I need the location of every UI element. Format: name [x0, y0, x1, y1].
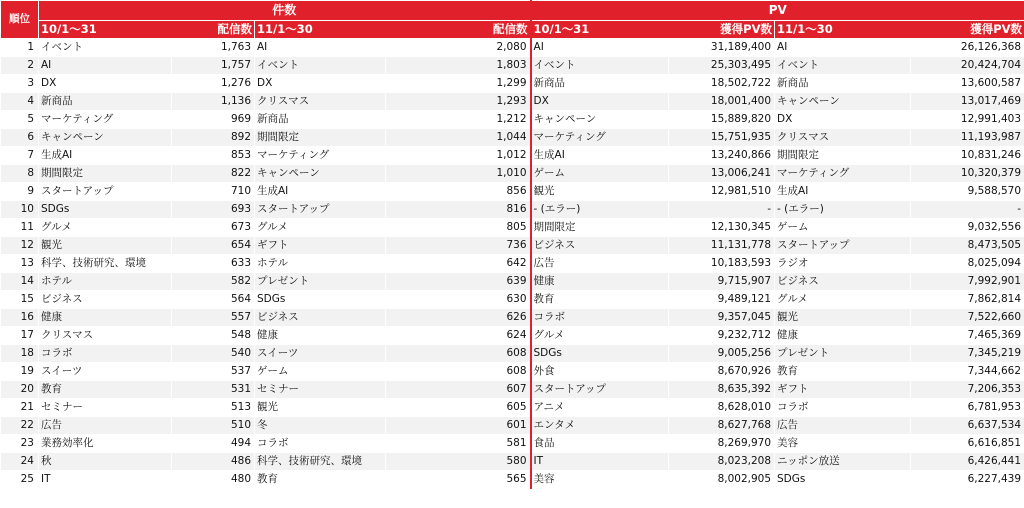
pv-period2-value: 6,426,441 — [911, 453, 1024, 471]
count-period2-value: 816 — [386, 201, 531, 219]
pv-period1-keyword: 新商品 — [531, 75, 669, 93]
count-period2-keyword: キャンペーン — [255, 165, 386, 183]
count-period1-value: 853 — [172, 147, 255, 165]
table-row — [1, 129, 1024, 147]
count-period2-value: 601 — [386, 417, 531, 435]
pv-period2-value: 9,588,570 — [911, 183, 1024, 201]
count-period1-keyword: マーケティング — [39, 111, 172, 129]
pv-period2-keyword: 期間限定 — [775, 147, 911, 165]
count-period1-keyword: 生成AI — [39, 147, 172, 165]
pv-period1-keyword: 観光 — [531, 183, 669, 201]
table-row — [1, 435, 1024, 453]
count-period1-keyword: 観光 — [39, 237, 172, 255]
pv-period1-value: 8,627,768 — [669, 417, 775, 435]
pv-period2-keyword: ギフト — [775, 381, 911, 399]
pv-period1-keyword: エンタメ — [531, 417, 669, 435]
pv-period1-keyword: イベント — [531, 57, 669, 75]
pv-period2-keyword: 美容 — [775, 435, 911, 453]
count-period1-keyword: イベント — [39, 39, 172, 57]
pv-period1-value: 9,232,712 — [669, 327, 775, 345]
pv-period2-keyword: DX — [775, 111, 911, 129]
count-period1-keyword: クリスマス — [39, 327, 172, 345]
pv-period1-value: 25,303,495 — [669, 57, 775, 75]
count-period1-keyword: コラボ — [39, 345, 172, 363]
count-period2-header — [255, 21, 531, 39]
rank-cell: 17 — [1, 327, 39, 345]
count-period1-value: 548 — [172, 327, 255, 345]
rank-cell: 23 — [1, 435, 39, 453]
count-period2-keyword: DX — [255, 75, 386, 93]
table-row — [1, 57, 1024, 75]
count-period2-value: 1,010 — [386, 165, 531, 183]
pv-period2-value: 8,473,505 — [911, 237, 1024, 255]
count-period1-value: 540 — [172, 345, 255, 363]
pv-period2-keyword: 教育 — [775, 363, 911, 381]
count-period2-keyword: 生成AI — [255, 183, 386, 201]
pv-period1-metric: 獲得PV数 — [720, 22, 773, 36]
pv-period1-value: 8,269,970 — [669, 435, 775, 453]
count-period1-value: 537 — [172, 363, 255, 381]
table-row — [1, 183, 1024, 201]
table-row — [1, 327, 1024, 345]
count-period1-keyword: 秋 — [39, 453, 172, 471]
table-row — [1, 75, 1024, 93]
count-period1-keyword: セミナー — [39, 399, 172, 417]
pv-period2-keyword: ビジネス — [775, 273, 911, 291]
pv-period2-keyword: マーケティング — [775, 165, 911, 183]
count-period2-keyword: ギフト — [255, 237, 386, 255]
count-period2-value: 1,212 — [386, 111, 531, 129]
count-period1-keyword: 広告 — [39, 417, 172, 435]
pv-period2-keyword: 観光 — [775, 309, 911, 327]
rank-cell: 8 — [1, 165, 39, 183]
count-period2-value: 1,293 — [386, 93, 531, 111]
count-period1-keyword: IT — [39, 471, 172, 489]
count-period1-value: 969 — [172, 111, 255, 129]
rank-cell: 25 — [1, 471, 39, 489]
count-period2-value: 607 — [386, 381, 531, 399]
pv-period2-value: 6,616,851 — [911, 435, 1024, 453]
table-row — [1, 237, 1024, 255]
count-period1-value: 1,763 — [172, 39, 255, 57]
rank-cell: 4 — [1, 93, 39, 111]
table-row — [1, 93, 1024, 111]
pv-period2-value: 7,206,353 — [911, 381, 1024, 399]
rank-cell: 9 — [1, 183, 39, 201]
table-row — [1, 111, 1024, 129]
count-period2-keyword: ホテル — [255, 255, 386, 273]
count-period2-keyword: コラボ — [255, 435, 386, 453]
table-row — [1, 201, 1024, 219]
count-period1-value: 1,757 — [172, 57, 255, 75]
pv-period1-keyword: ビジネス — [531, 237, 669, 255]
table-row — [1, 39, 1024, 57]
count-period1-keyword: 科学、技術研究、環境 — [39, 255, 172, 273]
count-period2-value: 605 — [386, 399, 531, 417]
pv-period2-keyword: ゲーム — [775, 219, 911, 237]
count-period2-value: 1,044 — [386, 129, 531, 147]
rank-cell: 22 — [1, 417, 39, 435]
pv-period2-keyword: スタートアップ — [775, 237, 911, 255]
count-period2-keyword: クリスマス — [255, 93, 386, 111]
pv-period2-value: 6,781,953 — [911, 399, 1024, 417]
count-period2-value: 642 — [386, 255, 531, 273]
pv-period2-keyword: - (エラー) — [775, 201, 911, 219]
pv-period1-value: 31,189,400 — [669, 39, 775, 57]
count-period1-value: 582 — [172, 273, 255, 291]
pv-period1-keyword: キャンペーン — [531, 111, 669, 129]
count-period1-keyword: AI — [39, 57, 172, 75]
count-period2-metric: 配信数 — [493, 22, 528, 36]
pv-period1-keyword: 期間限定 — [531, 219, 669, 237]
table-row — [1, 147, 1024, 165]
pv-period2-value: 10,320,379 — [911, 165, 1024, 183]
count-period1-keyword: スイーツ — [39, 363, 172, 381]
count-period1-keyword: DX — [39, 75, 172, 93]
pv-period2-label: 11/1～30 — [777, 22, 833, 36]
pv-period2-value: 13,600,587 — [911, 75, 1024, 93]
count-period2-keyword: マーケティング — [255, 147, 386, 165]
pv-period2-value: 11,193,987 — [911, 129, 1024, 147]
pv-period2-value: 7,345,219 — [911, 345, 1024, 363]
count-period1-value: 480 — [172, 471, 255, 489]
count-period2-label: 11/1～30 — [257, 22, 313, 36]
rank-cell: 3 — [1, 75, 39, 93]
rank-cell: 14 — [1, 273, 39, 291]
pv-period1-keyword: 食品 — [531, 435, 669, 453]
pv-period1-value: 13,006,241 — [669, 165, 775, 183]
count-period1-keyword: 期間限定 — [39, 165, 172, 183]
rank-cell: 12 — [1, 237, 39, 255]
count-period2-value: 608 — [386, 363, 531, 381]
rank-cell: 18 — [1, 345, 39, 363]
count-period1-keyword: ビジネス — [39, 291, 172, 309]
table-row — [1, 309, 1024, 327]
pv-period2-value: 7,344,662 — [911, 363, 1024, 381]
table-row — [1, 363, 1024, 381]
pv-period2-value: 20,424,704 — [911, 57, 1024, 75]
pv-period2-keyword: ニッポン放送 — [775, 453, 911, 471]
pv-period1-value: 18,001,400 — [669, 93, 775, 111]
rank-header: 順位 — [1, 1, 39, 39]
pv-period2-value: 12,991,403 — [911, 111, 1024, 129]
pv-period1-keyword: マーケティング — [531, 129, 669, 147]
count-period2-value: 2,080 — [386, 39, 531, 57]
pv-period1-value: 15,889,820 — [669, 111, 775, 129]
pv-period1-value: 11,131,778 — [669, 237, 775, 255]
pv-period2-header — [775, 21, 1024, 39]
pv-period1-keyword: 生成AI — [531, 147, 669, 165]
count-period1-keyword: 健康 — [39, 309, 172, 327]
table-row — [1, 399, 1024, 417]
pv-period2-value: 8,025,094 — [911, 255, 1024, 273]
rank-cell: 21 — [1, 399, 39, 417]
count-period2-value: 608 — [386, 345, 531, 363]
pv-period2-keyword: イベント — [775, 57, 911, 75]
pv-period1-value: 13,240,866 — [669, 147, 775, 165]
count-period1-value: 892 — [172, 129, 255, 147]
pv-period2-keyword: 新商品 — [775, 75, 911, 93]
pv-period1-keyword: SDGs — [531, 345, 669, 363]
pv-period1-keyword: AI — [531, 39, 669, 57]
pv-period2-value: 7,992,901 — [911, 273, 1024, 291]
rank-cell: 13 — [1, 255, 39, 273]
pv-period2-keyword: キャンペーン — [775, 93, 911, 111]
ranking-rows — [1, 39, 1024, 489]
pv-period2-keyword: AI — [775, 39, 911, 57]
count-period2-keyword: グルメ — [255, 219, 386, 237]
count-period1-value: 486 — [172, 453, 255, 471]
count-period2-value: 630 — [386, 291, 531, 309]
count-period1-keyword: スタートアップ — [39, 183, 172, 201]
pv-period1-header — [531, 21, 775, 39]
table-row — [1, 165, 1024, 183]
table-row — [1, 291, 1024, 309]
count-period1-header — [39, 21, 255, 39]
pv-period2-value: 7,465,369 — [911, 327, 1024, 345]
rank-cell: 7 — [1, 147, 39, 165]
count-period1-value: 513 — [172, 399, 255, 417]
pv-period1-value: 9,357,045 — [669, 309, 775, 327]
pv-period2-keyword: 健康 — [775, 327, 911, 345]
table-row — [1, 255, 1024, 273]
table-row — [1, 471, 1024, 489]
count-period2-keyword: ゲーム — [255, 363, 386, 381]
rank-cell: 19 — [1, 363, 39, 381]
pv-period2-keyword: SDGs — [775, 471, 911, 489]
count-period1-value: 633 — [172, 255, 255, 273]
rank-cell: 16 — [1, 309, 39, 327]
count-period2-keyword: SDGs — [255, 291, 386, 309]
pv-period2-value: 10,831,246 — [911, 147, 1024, 165]
pv-period1-keyword: IT — [531, 453, 669, 471]
table-row — [1, 453, 1024, 471]
count-period2-value: 736 — [386, 237, 531, 255]
pv-period1-value: 8,670,926 — [669, 363, 775, 381]
pv-period1-value: 9,715,907 — [669, 273, 775, 291]
count-period1-value: 531 — [172, 381, 255, 399]
pv-period1-keyword: DX — [531, 93, 669, 111]
count-period2-keyword: スイーツ — [255, 345, 386, 363]
count-period2-value: 624 — [386, 327, 531, 345]
pv-period1-value: 12,981,510 — [669, 183, 775, 201]
count-period2-value: 1,803 — [386, 57, 531, 75]
count-period1-keyword: 教育 — [39, 381, 172, 399]
rank-cell: 2 — [1, 57, 39, 75]
pv-period2-keyword: クリスマス — [775, 129, 911, 147]
pv-period1-value: 8,635,392 — [669, 381, 775, 399]
count-period2-keyword: 新商品 — [255, 111, 386, 129]
rank-cell: 24 — [1, 453, 39, 471]
pv-period1-keyword: 外食 — [531, 363, 669, 381]
count-period2-keyword: AI — [255, 39, 386, 57]
count-group-header: 件数 — [39, 1, 531, 21]
table-row — [1, 345, 1024, 363]
pv-group-header: PV — [531, 1, 1024, 21]
pv-period1-value: 10,183,593 — [669, 255, 775, 273]
count-period2-keyword: 健康 — [255, 327, 386, 345]
count-period1-value: 557 — [172, 309, 255, 327]
count-period1-keyword: ホテル — [39, 273, 172, 291]
count-period2-keyword: 科学、技術研究、環境 — [255, 453, 386, 471]
pv-period2-metric: 獲得PV数 — [970, 22, 1023, 36]
pv-period1-keyword: 美容 — [531, 471, 669, 489]
pv-period2-value: 6,227,439 — [911, 471, 1024, 489]
count-period2-keyword: スタートアップ — [255, 201, 386, 219]
count-period2-value: 581 — [386, 435, 531, 453]
pv-period1-keyword: グルメ — [531, 327, 669, 345]
rank-cell: 15 — [1, 291, 39, 309]
count-period1-value: 1,276 — [172, 75, 255, 93]
pv-period1-keyword: - (エラー) — [531, 201, 669, 219]
pv-period2-value: 7,522,660 — [911, 309, 1024, 327]
rank-cell: 20 — [1, 381, 39, 399]
pv-period1-keyword: コラボ — [531, 309, 669, 327]
count-period2-value: 1,012 — [386, 147, 531, 165]
table-row — [1, 219, 1024, 237]
count-period1-value: 564 — [172, 291, 255, 309]
table-row — [1, 381, 1024, 399]
pv-period2-keyword: グルメ — [775, 291, 911, 309]
count-period2-value: 580 — [386, 453, 531, 471]
pv-period1-keyword: アニメ — [531, 399, 669, 417]
count-period1-keyword: SDGs — [39, 201, 172, 219]
count-period1-value: 822 — [172, 165, 255, 183]
count-period2-value: 805 — [386, 219, 531, 237]
count-period1-metric: 配信数 — [217, 22, 252, 36]
count-period1-value: 494 — [172, 435, 255, 453]
pv-period1-value: 9,005,256 — [669, 345, 775, 363]
count-period2-keyword: 観光 — [255, 399, 386, 417]
pv-period2-value: 6,637,534 — [911, 417, 1024, 435]
table-row — [1, 417, 1024, 435]
rank-cell: 11 — [1, 219, 39, 237]
count-period1-value: 673 — [172, 219, 255, 237]
rank-cell: 1 — [1, 39, 39, 57]
pv-period1-keyword: ゲーム — [531, 165, 669, 183]
count-period1-value: 654 — [172, 237, 255, 255]
pv-period1-keyword: 教育 — [531, 291, 669, 309]
pv-period2-value: 26,126,368 — [911, 39, 1024, 57]
pv-period1-value: - — [669, 201, 775, 219]
pv-period2-keyword: 生成AI — [775, 183, 911, 201]
pv-period1-value: 15,751,935 — [669, 129, 775, 147]
rank-cell: 10 — [1, 201, 39, 219]
pv-period1-value: 9,489,121 — [669, 291, 775, 309]
count-period2-keyword: イベント — [255, 57, 386, 75]
count-period1-keyword: グルメ — [39, 219, 172, 237]
pv-period1-label: 10/1～31 — [533, 22, 590, 36]
count-period1-keyword: キャンペーン — [39, 129, 172, 147]
pv-period2-value: 9,032,556 — [911, 219, 1024, 237]
count-period2-value: 626 — [386, 309, 531, 327]
count-period2-value: 639 — [386, 273, 531, 291]
count-period2-keyword: 期間限定 — [255, 129, 386, 147]
pv-period2-keyword: 広告 — [775, 417, 911, 435]
rank-cell: 5 — [1, 111, 39, 129]
rank-cell: 6 — [1, 129, 39, 147]
pv-period1-value: 18,502,722 — [669, 75, 775, 93]
count-period1-label: 10/1～31 — [41, 22, 97, 36]
pv-period2-value: 7,862,814 — [911, 291, 1024, 309]
pv-period2-keyword: ラジオ — [775, 255, 911, 273]
pv-period1-value: 12,130,345 — [669, 219, 775, 237]
pv-period1-value: 8,628,010 — [669, 399, 775, 417]
table-row — [1, 273, 1024, 291]
count-period2-keyword: セミナー — [255, 381, 386, 399]
count-period1-value: 510 — [172, 417, 255, 435]
count-period1-value: 693 — [172, 201, 255, 219]
count-period1-value: 1,136 — [172, 93, 255, 111]
count-period2-keyword: 教育 — [255, 471, 386, 489]
pv-period1-value: 8,002,905 — [669, 471, 775, 489]
pv-period1-value: 8,023,208 — [669, 453, 775, 471]
count-period2-keyword: ビジネス — [255, 309, 386, 327]
pv-period1-keyword: 健康 — [531, 273, 669, 291]
pv-period2-keyword: コラボ — [775, 399, 911, 417]
count-period2-keyword: 冬 — [255, 417, 386, 435]
pv-period1-keyword: 広告 — [531, 255, 669, 273]
pv-period2-value: 13,017,469 — [911, 93, 1024, 111]
count-period1-keyword: 新商品 — [39, 93, 172, 111]
count-period2-keyword: プレゼント — [255, 273, 386, 291]
pv-period2-keyword: プレゼント — [775, 345, 911, 363]
pv-period1-keyword: スタートアップ — [531, 381, 669, 399]
pv-period2-value: - — [911, 201, 1024, 219]
count-period2-value: 1,299 — [386, 75, 531, 93]
count-period1-keyword: 業務効率化 — [39, 435, 172, 453]
count-period2-value: 856 — [386, 183, 531, 201]
count-period2-value: 565 — [386, 471, 531, 489]
count-period1-value: 710 — [172, 183, 255, 201]
